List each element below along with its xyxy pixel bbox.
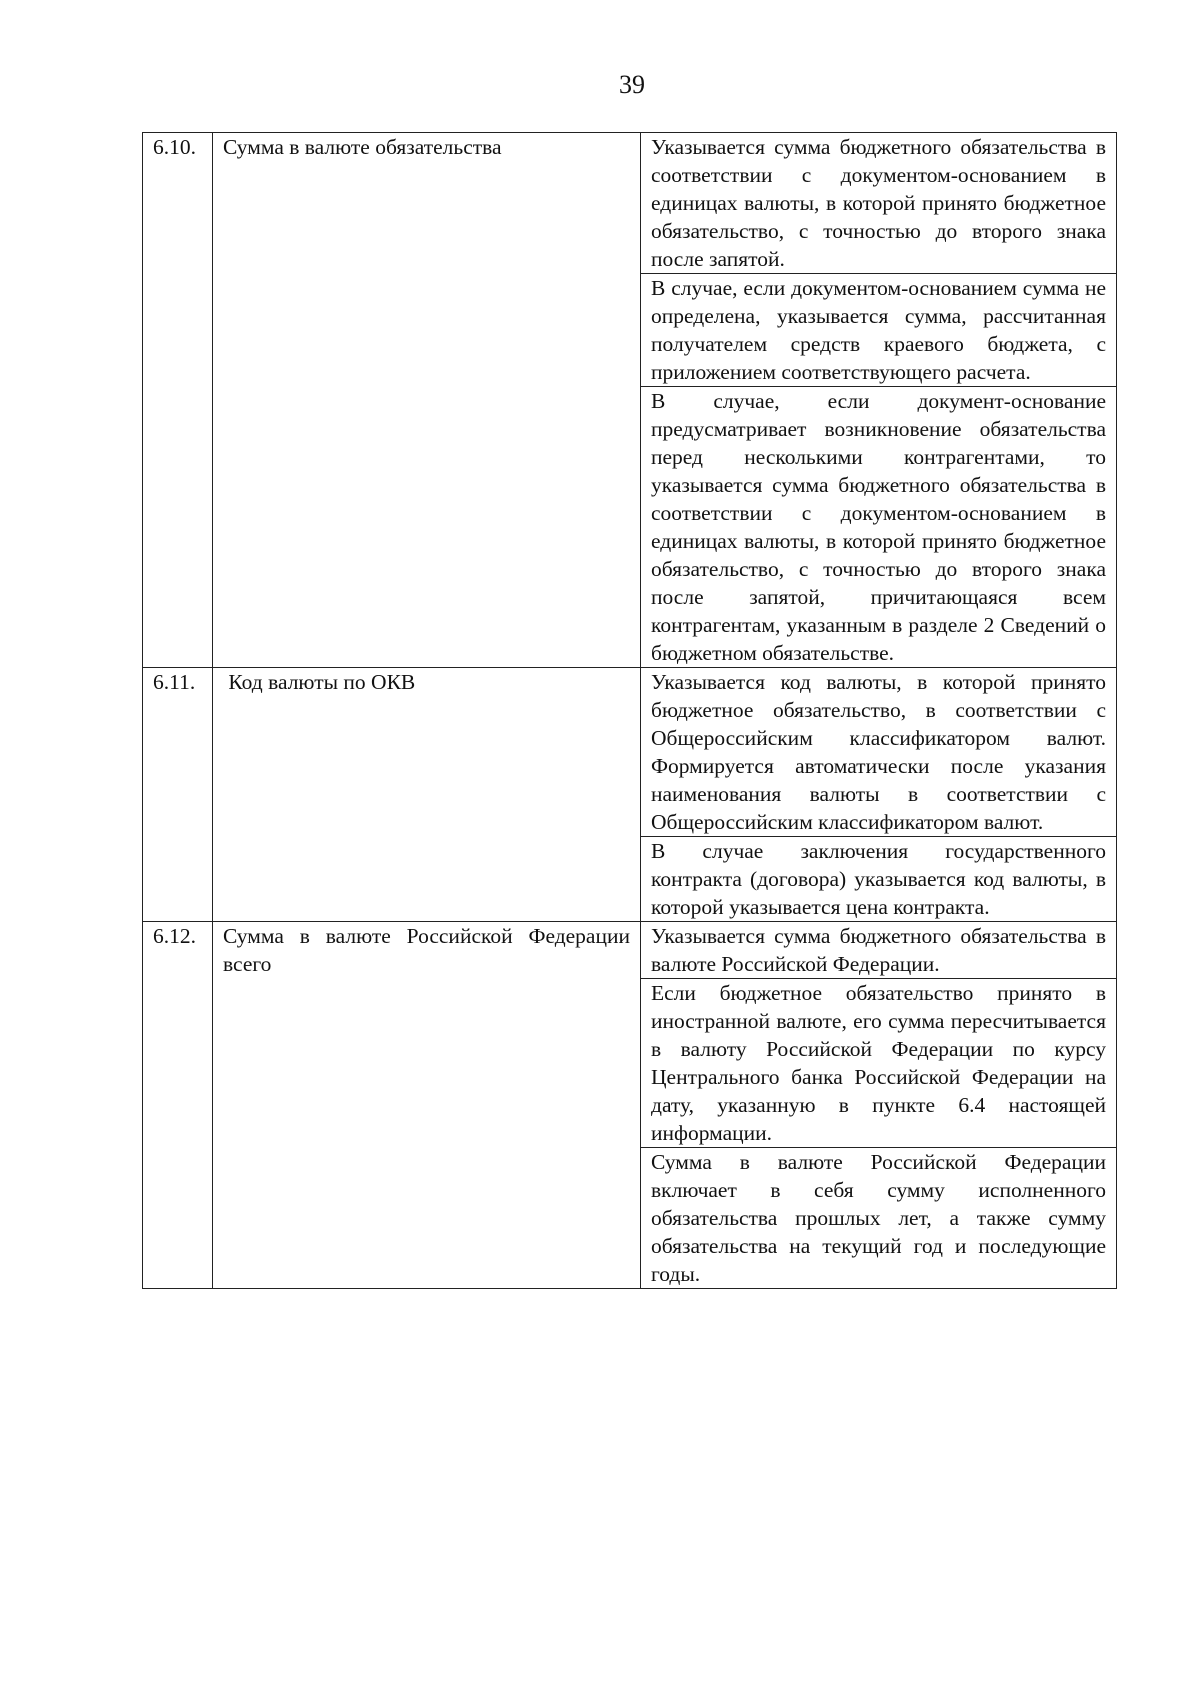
row-name: Сумма в валюте Российской Федерации всего	[213, 922, 641, 1289]
row-description: Сумма в валюте Российской Федерации включает в себя сумму исполненного обязательства прошлых лет, а также сумму обязательства на текущий год и последующие годы.	[641, 1148, 1117, 1289]
row-description: Указывается сумма бюджетного обязательства в валюте Российской Федерации.	[641, 922, 1117, 979]
row-description: Указывается сумма бюджетного обязательства в соответствии с документом-основанием в единицах валюты, в которой принято бюджетное обязательство, с точностью до второго знака после запятой.	[641, 133, 1117, 274]
row-description: В случае, если документ-основание предусматривает возникновение обязательства перед несколькими контрагентами, то указывается сумма бюджетного обязательства в соответствии с документом-основанием в единицах валюты, в которой принято бюджетное обязательство, с точностью до второго знака после запятой, причитающаяся всем контрагентам, указанным в разделе 2 Сведений о бюджетном обязательстве.	[641, 387, 1117, 668]
row-description: В случае, если документом-основанием сумма не определена, указывается сумма, рассчитанная получателем средств краевого бюджета, с приложением соответствующего расчета.	[641, 274, 1117, 387]
row-description: В случае заключения государственного контракта (договора) указывается код валюты, в которой указывается цена контракта.	[641, 837, 1117, 922]
row-name: Код валюты по ОКВ	[213, 668, 641, 922]
page-number: 39	[619, 70, 645, 99]
row-number: 6.10.	[143, 133, 213, 668]
table-row	[143, 922, 1117, 979]
row-name: Сумма в валюте обязательства	[213, 133, 641, 668]
row-number: 6.12.	[143, 922, 213, 1289]
table-row	[143, 133, 1117, 274]
row-number: 6.11.	[143, 668, 213, 922]
table-row	[143, 668, 1117, 837]
row-description: Указывается код валюты, в которой принято бюджетное обязательство, в соответствии с Общероссийским классификатором валют. Формируется автоматически после указания наименования валюты в соответствии с Общероссийским классификатором валют.	[641, 668, 1117, 837]
row-description: Если бюджетное обязательство принято в иностранной валюте, его сумма пересчитывается в валюту Российской Федерации по курсу Центрального банка Российской Федерации на дату, указанную в пункте 6.4 настоящей информации.	[641, 979, 1117, 1148]
document-table	[142, 132, 1117, 1289]
